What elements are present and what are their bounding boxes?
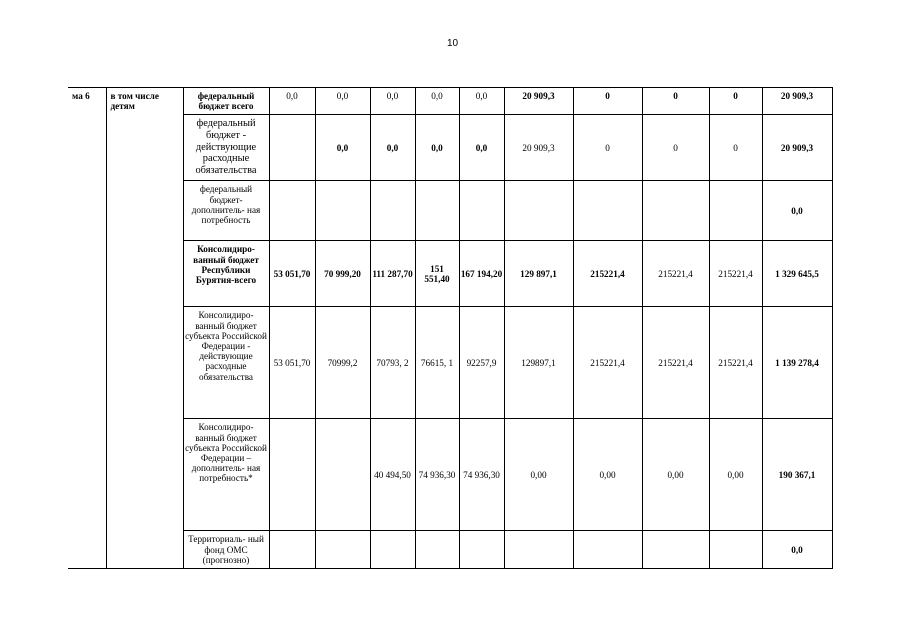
value-cell: 53 051,70	[269, 241, 315, 307]
value-cell: 76615, 1	[415, 307, 459, 419]
value-cell: 111 287,70	[370, 241, 415, 307]
value-cell: 215221,4	[709, 307, 762, 419]
source-cell: Консолидиро- ванный бюджет Республики Бурятия-всего	[183, 241, 269, 307]
value-cell: 70793, 2	[370, 307, 415, 419]
source-cell: федеральный бюджет всего	[183, 88, 269, 115]
value-cell	[315, 419, 370, 531]
value-cell: 215221,4	[573, 307, 642, 419]
value-cell: 215221,4	[573, 241, 642, 307]
value-cell: 0,00	[642, 419, 709, 531]
table-row	[68, 115, 832, 181]
value-cell	[269, 115, 315, 181]
value-cell: 74 936,30	[459, 419, 504, 531]
value-cell	[269, 419, 315, 531]
value-cell: 0	[573, 88, 642, 115]
value-cell	[370, 181, 415, 241]
value-cell: 0	[642, 115, 709, 181]
value-cell	[459, 531, 504, 569]
budget-table	[68, 87, 833, 569]
table-row	[68, 419, 832, 531]
source-cell: Территориаль- ный фонд ОМС (прогнозно)	[183, 531, 269, 569]
value-cell: 0,00	[504, 419, 573, 531]
value-cell: 0,00	[709, 419, 762, 531]
value-cell: 167 194,20	[459, 241, 504, 307]
value-cell: 215221,4	[642, 241, 709, 307]
value-cell	[709, 181, 762, 241]
value-cell: 0,0	[459, 88, 504, 115]
value-cell: 0,0	[415, 88, 459, 115]
value-cell: 0,0	[315, 115, 370, 181]
value-cell: 215221,4	[709, 241, 762, 307]
value-cell: 1 139 278,4	[762, 307, 832, 419]
value-cell	[415, 531, 459, 569]
value-cell: 70999,2	[315, 307, 370, 419]
value-cell	[573, 181, 642, 241]
value-cell	[504, 531, 573, 569]
row-label: ма 6	[68, 88, 106, 569]
value-cell: 0	[642, 88, 709, 115]
value-cell: 215221,4	[642, 307, 709, 419]
value-cell: 151 551,40	[415, 241, 459, 307]
value-cell: 40 494,50	[370, 419, 415, 531]
value-cell: 190 367,1	[762, 419, 832, 531]
value-cell: 53 051,70	[269, 307, 315, 419]
value-cell	[269, 181, 315, 241]
value-cell	[504, 181, 573, 241]
value-cell: 1 329 645,5	[762, 241, 832, 307]
table-row	[68, 531, 832, 569]
value-cell	[415, 181, 459, 241]
value-cell: 0,0	[315, 88, 370, 115]
value-cell	[315, 531, 370, 569]
table-row	[68, 307, 832, 419]
value-cell: 0	[709, 115, 762, 181]
value-cell	[573, 531, 642, 569]
value-cell: 0,0	[370, 115, 415, 181]
target-group: в том числе детям	[106, 88, 183, 569]
source-cell: Консолидиро- ванный бюджет субъекта Российской Федерации – дополнитель- ная потребность*	[183, 419, 269, 531]
value-cell: 20 909,3	[762, 88, 832, 115]
value-cell: 70 999,20	[315, 241, 370, 307]
source-cell: федеральный бюджет - действующие расходные обязательства	[183, 115, 269, 181]
value-cell: 20 909,3	[504, 115, 573, 181]
value-cell: 0,0	[762, 531, 832, 569]
source-cell: федеральный бюджет- дополнитель- ная потребность	[183, 181, 269, 241]
source-cell: Консолидиро- ванный бюджет субъекта Российской Федерации - действующие расходные обязательства	[183, 307, 269, 419]
value-cell	[315, 181, 370, 241]
value-cell: 74 936,30	[415, 419, 459, 531]
value-cell: 0,0	[415, 115, 459, 181]
table-row	[68, 88, 832, 115]
value-cell: 20 909,3	[504, 88, 573, 115]
table-row	[68, 241, 832, 307]
value-cell	[709, 531, 762, 569]
value-cell: 129897,1	[504, 307, 573, 419]
value-cell: 0,0	[459, 115, 504, 181]
value-cell	[370, 531, 415, 569]
value-cell: 0,0	[269, 88, 315, 115]
value-cell: 0	[709, 88, 762, 115]
value-cell	[642, 181, 709, 241]
value-cell	[642, 531, 709, 569]
value-cell	[269, 531, 315, 569]
value-cell: 0,0	[762, 181, 832, 241]
value-cell: 129 897,1	[504, 241, 573, 307]
value-cell: 0,00	[573, 419, 642, 531]
value-cell: 20 909,3	[762, 115, 832, 181]
value-cell: 0,0	[370, 88, 415, 115]
value-cell: 0	[573, 115, 642, 181]
page-number: 10	[446, 38, 459, 49]
value-cell: 92257,9	[459, 307, 504, 419]
table-row	[68, 181, 832, 241]
value-cell	[459, 181, 504, 241]
